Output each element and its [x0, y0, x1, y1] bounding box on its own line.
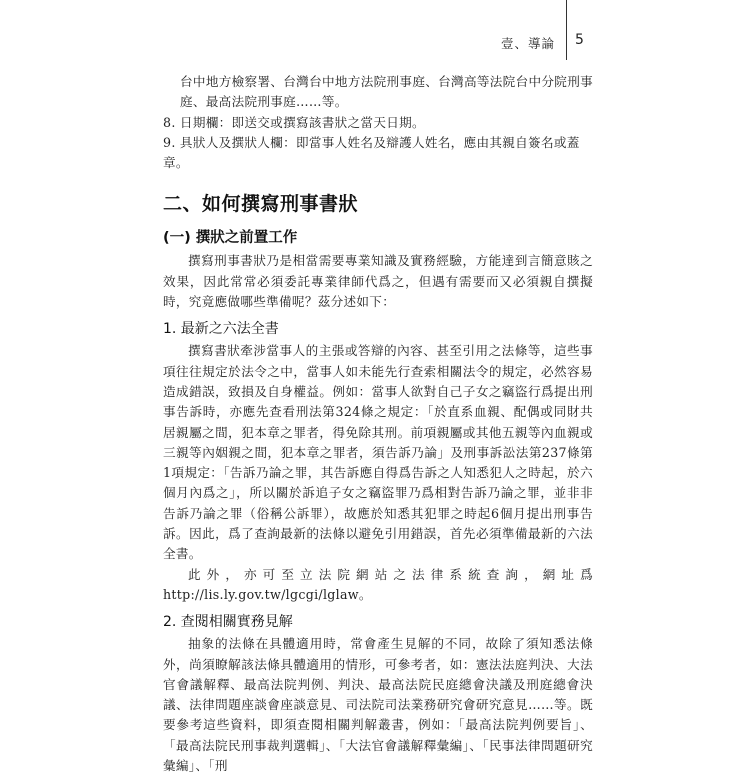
point1-paragraph-1: 撰寫書狀牽涉當事人的主張或答辯的內容、甚至引用之法條等，這些事項往往規定於法令之中，當事人如未能先行查索相關法令的規定，必然容易造成錯誤，致損及自身權益。例如：當事人欲對自己子女之竊盜行爲提出刑事告訴時，亦應先查看刑法第324條之規定：「於直系血親、配偶或同財共居親屬之間，犯本章之罪者，得免除其刑。前項親屬或其他五親等內血親或三親等內姻親之間，犯本章之罪者，須告訴乃論」及刑事訴訟法第237條第1項規定：「告訴乃論之罪，其告訴應自得爲告訴之人知悉犯人之時起，於六個月內爲之」，所以關於訴追子女之竊盜罪乃爲相對告訴乃論之罪，並非非告訴乃論之罪（俗稱公訴罪），故應於知悉其犯罪之時起6個月提出刑事告訴。因此，爲了查詢最新的法條以避免引用錯誤，首先必須準備最新的六法全書。 — [163, 343, 593, 562]
header-rule — [566, 0, 567, 60]
subsection-paragraph: 撰寫刑事書狀乃是相當需要專業知識及實務經驗，方能達到言簡意賅之效果，因此常常必須委託專業律師代爲之，但遇有需要而又必須親自撰擬時，究竟應做哪些準備呢？茲分述如下： — [163, 253, 593, 310]
running-head: 壹、導論 — [500, 36, 555, 51]
section-title: 二、如何撰寫刑事書狀 — [163, 193, 359, 216]
point2-paragraph: 抽象的法條在具體適用時，常會產生見解的不同，故除了須知悉法條外，尚須瞭解該法條具體適用的情形，可參考者，如：憲法法庭判決、大法官會議解釋、最高法院判例、判決、最高法院民庭總會決議及刑庭總會決議、法律問題座談會座談意見、司法院司法業務研究會研究意見……等。既要參考這些資料，即須查閱相關判解叢書，例如：「最高法院判例要旨」、「最高法院民刑事裁判選輯」、「大法官會議解釋彙編」、「民事法律問題研究彙編」、「刑 — [163, 636, 593, 774]
list-item-9: 9. 具狀人及撰狀人欄：即當事人姓名及辯護人姓名，應由其親自簽名或蓋章。 — [163, 134, 580, 171]
page-number: 5 — [575, 32, 584, 48]
point1-paragraph-2: 此外，亦可至立法院網站之法律系統查詢，網址爲 http://lis.ly.gov.tw/lgcgi/lglaw。 — [163, 566, 593, 602]
subsection-title: (一) 撰狀之前置工作 — [163, 230, 298, 247]
point1-title: 1. 最新之六法全書 — [163, 321, 279, 338]
intro-continuation: 台中地方檢察署、台灣台中地方法院刑事庭、台灣高等法院台中分院刑事庭、最高法院刑事庭……等。 — [180, 74, 593, 110]
page-body — [163, 72, 593, 776]
list-item-8: 8. 日期欄：即送交或撰寫該書狀之當天日期。 — [163, 114, 425, 130]
point2-title: 2. 查閱相關實務見解 — [163, 614, 293, 631]
